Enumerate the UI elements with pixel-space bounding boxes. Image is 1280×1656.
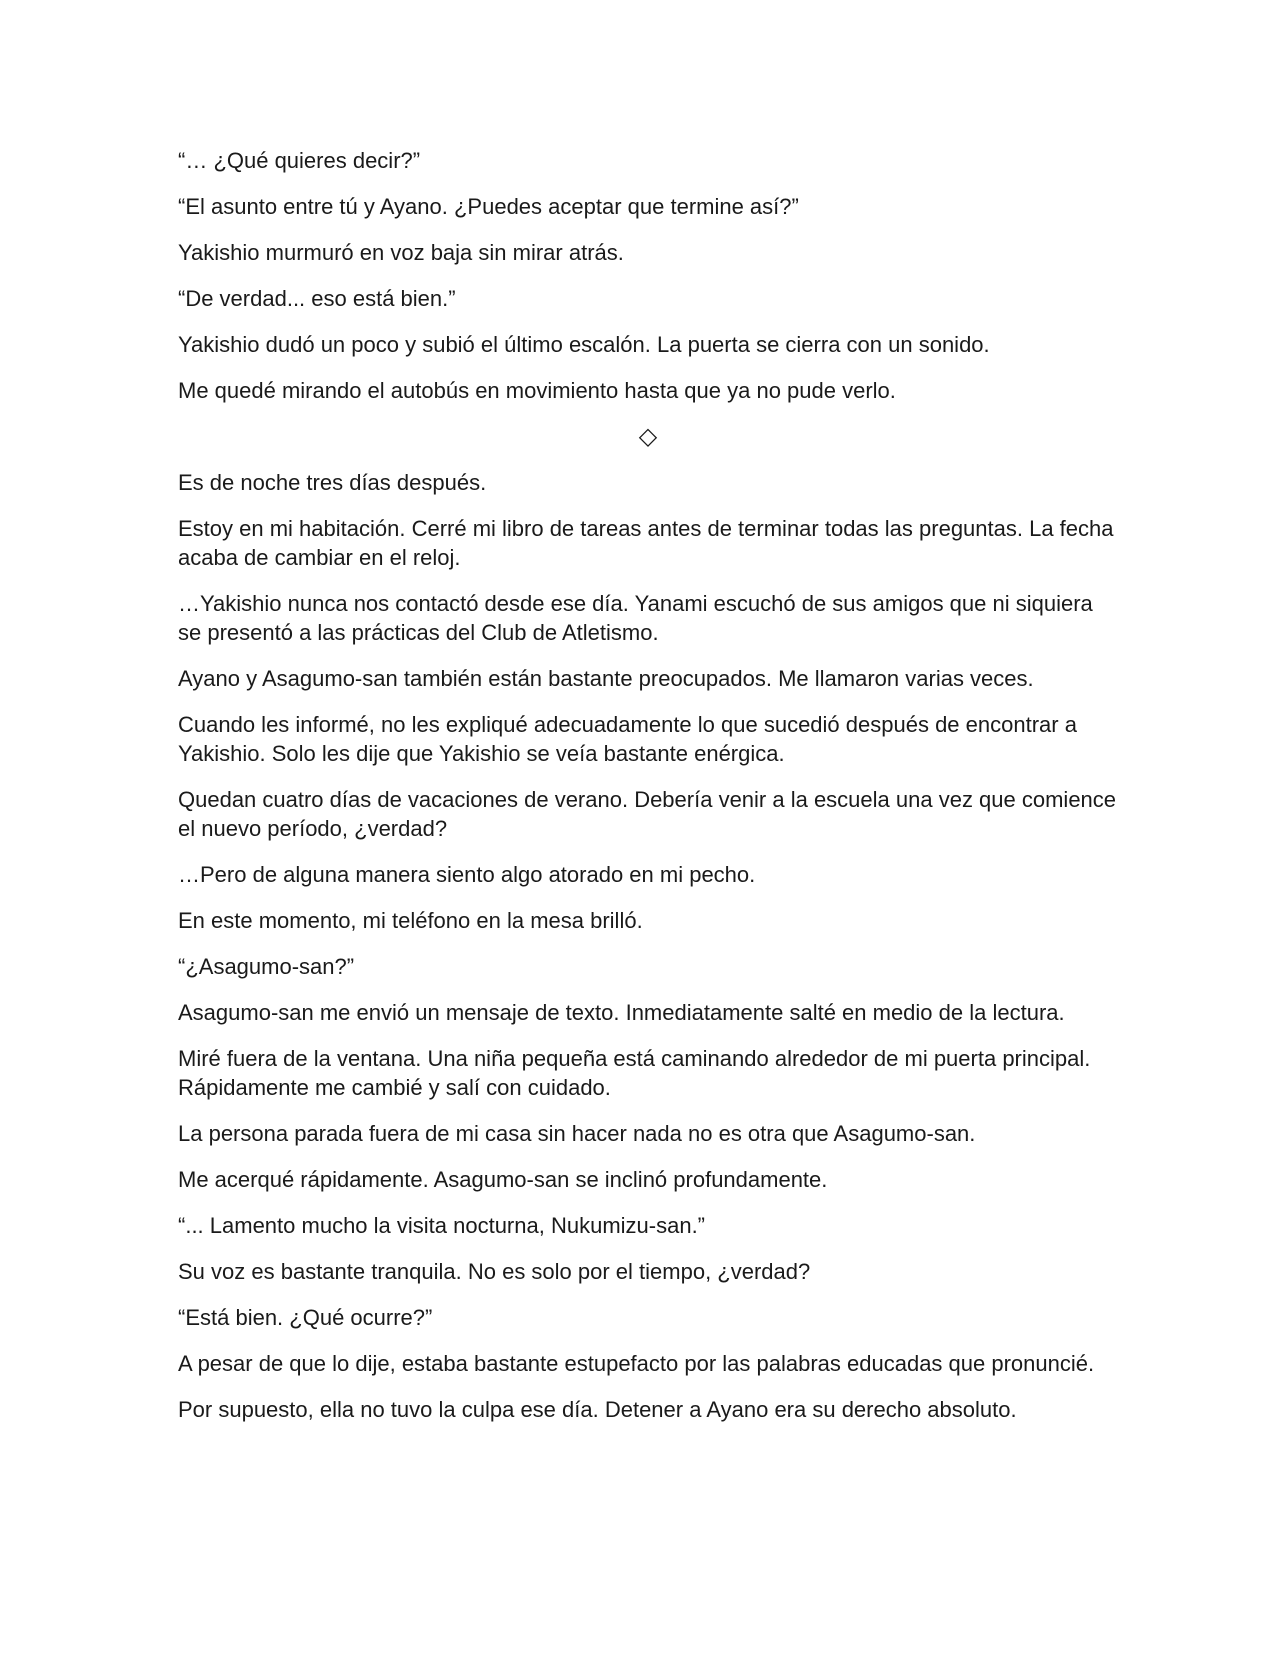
paragraph: “El asunto entre tú y Ayano. ¿Puedes aceptar que termine así?” (178, 194, 799, 219)
paragraph: “¿Asagumo-san?” (178, 954, 355, 979)
paragraph: “De verdad... eso está bien.” (178, 286, 456, 311)
paragraph: Por supuesto, ella no tuvo la culpa ese día. Detener a Ayano era su derecho absoluto. (178, 1397, 1017, 1422)
scene-separator (178, 422, 1118, 451)
paragraph: “… ¿Qué quieres decir?” (178, 148, 421, 173)
paragraph: “... Lamento mucho la visita nocturna, Nukumizu-san.” (178, 1213, 706, 1238)
paragraph: Miré fuera de la ventana. Una niña pequeña está caminando alrededor de mi puerta principal. Rápidamente me cambié y salí con cuidado. (178, 1046, 1091, 1100)
paragraph: Asagumo-san me envió un mensaje de texto. Inmediatamente salté en medio de la lectura. (178, 1000, 1065, 1025)
paragraph: La persona parada fuera de mi casa sin hacer nada no es otra que Asagumo-san. (178, 1121, 976, 1146)
paragraph: Yakishio dudó un poco y subió el último escalón. La puerta se cierra con un sonido. (178, 332, 990, 357)
paragraph: Estoy en mi habitación. Cerré mi libro de tareas antes de terminar todas las preguntas. La fecha acaba de cambiar en el reloj. (178, 516, 1114, 570)
paragraph: Me quedé mirando el autobús en movimiento hasta que ya no pude verlo. (178, 378, 896, 403)
paragraph: Cuando les informé, no les expliqué adecuadamente lo que sucedió después de encontrar a Yakishio. Solo les dije que Yakishio se veía bastante enérgica. (178, 712, 1077, 766)
paragraph: Su voz es bastante tranquila. No es solo por el tiempo, ¿verdad? (178, 1259, 811, 1284)
paragraph: Quedan cuatro días de vacaciones de verano. Debería venir a la escuela una vez que comience el nuevo período, ¿verdad? (178, 787, 1117, 841)
paragraph: En este momento, mi teléfono en la mesa brilló. (178, 908, 643, 933)
paragraph: Yakishio murmuró en voz baja sin mirar atrás. (178, 240, 624, 265)
paragraph: Me acerqué rápidamente. Asagumo-san se inclinó profundamente. (178, 1167, 828, 1192)
paragraph: A pesar de que lo dije, estaba bastante estupefacto por las palabras educadas que pronuncié. (178, 1351, 1095, 1376)
paragraph: “Está bien. ¿Qué ocurre?” (178, 1305, 433, 1330)
document-page (178, 146, 1118, 1441)
paragraph: Es de noche tres días después. (178, 470, 487, 495)
diamond-separator-icon: ◇ (638, 422, 658, 450)
paragraph: …Pero de alguna manera siento algo atorado en mi pecho. (178, 862, 756, 887)
paragraph: …Yakishio nunca nos contactó desde ese día. Yanami escuchó de sus amigos que ni siquiera se presentó a las prácticas del Club de Atletismo. (178, 591, 1093, 645)
paragraph: Ayano y Asagumo-san también están bastante preocupados. Me llamaron varias veces. (178, 666, 1034, 691)
